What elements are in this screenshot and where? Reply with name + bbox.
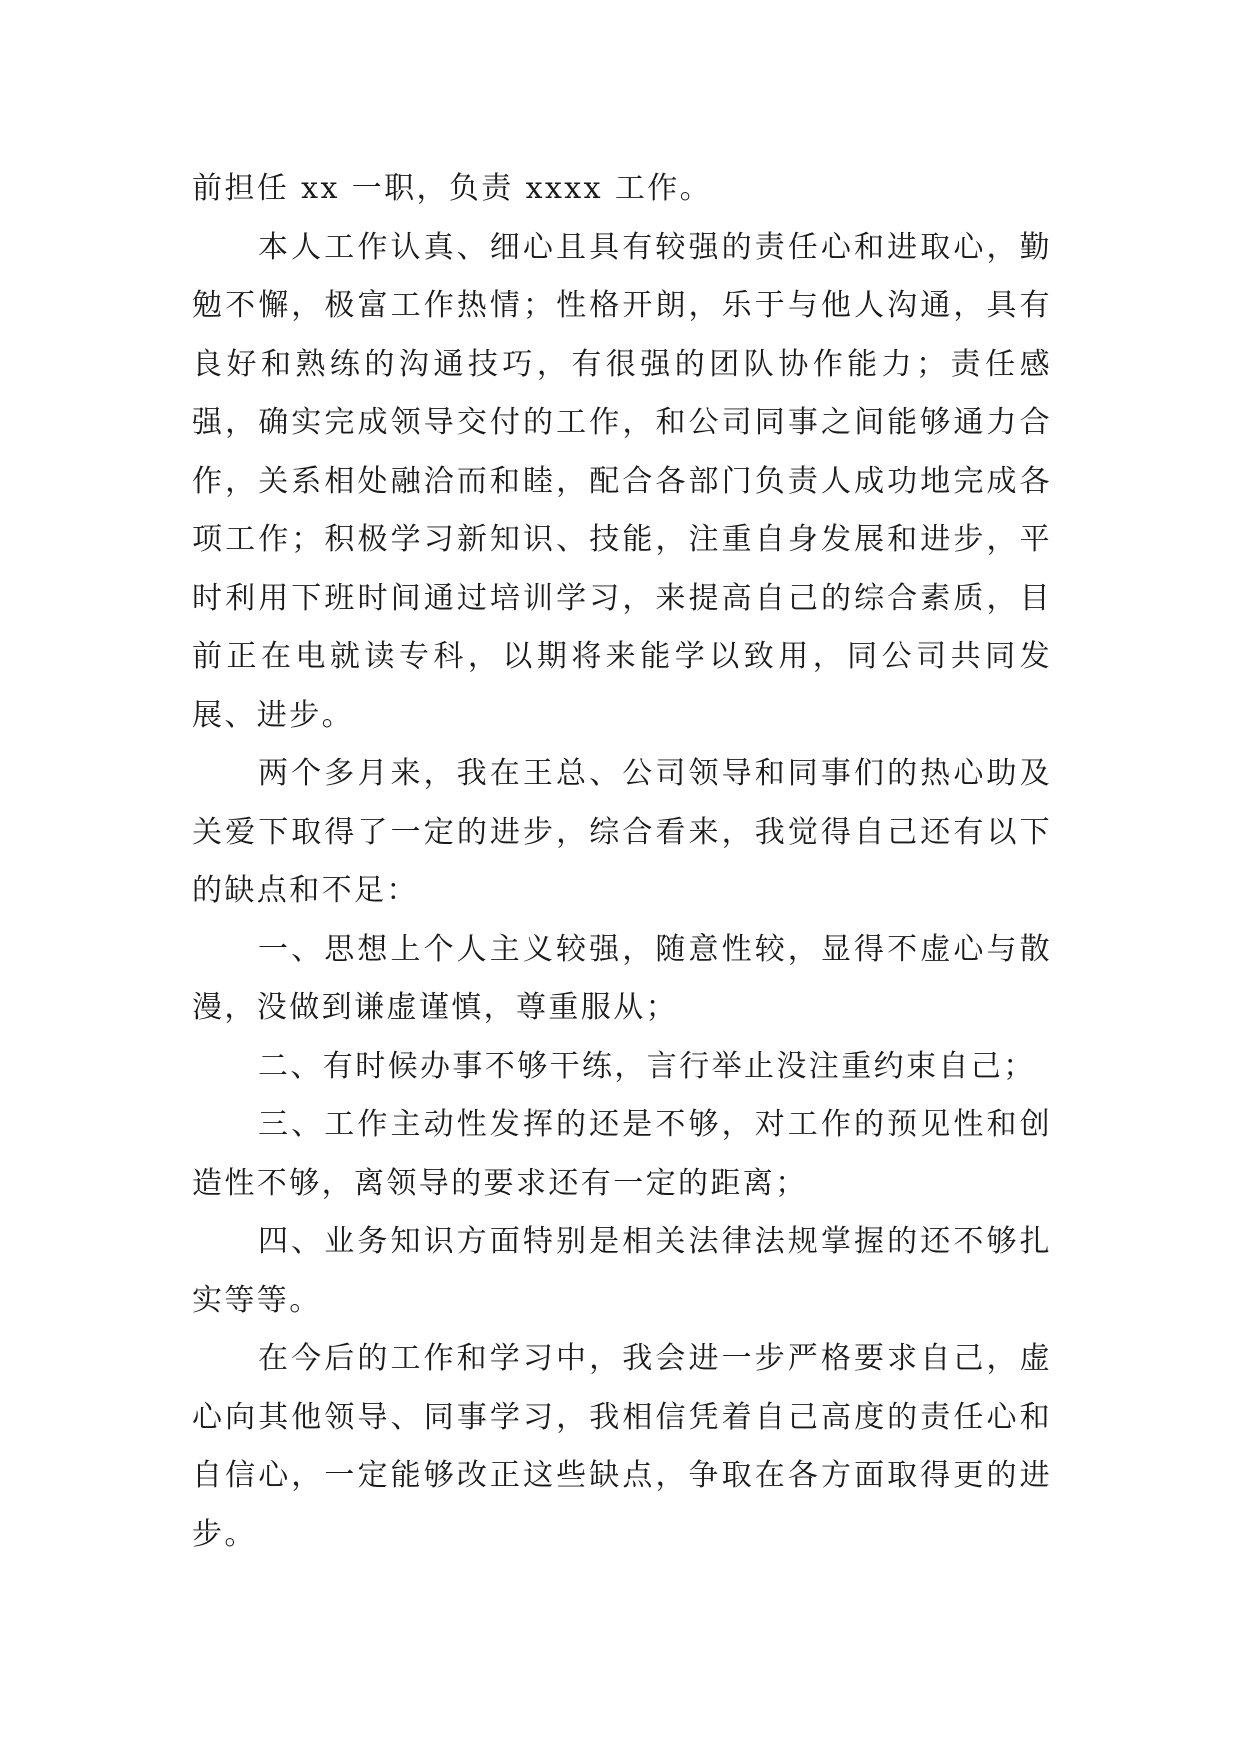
document-body bbox=[192, 160, 1052, 1564]
paragraph-8: 在今后的工作和学习中，我会进一步严格要求自己，虚心向其他领导、同事学习，我相信凭着自己高度的责任心和自信心，一定能够改正这些缺点，争取在各方面取得更的进步。 bbox=[192, 1341, 1052, 1552]
paragraph-6: 三、工作主动性发挥的还是不够，对工作的预见性和创造性不够，离领导的要求还有一定的距离； bbox=[192, 1107, 1052, 1201]
paragraph-4: 一、思想上个人主义较强，随意性较，显得不虚心与散漫，没做到谦虚谨慎，尊重服从； bbox=[192, 931, 1052, 1025]
paragraph-7: 四、业务知识方面特别是相关法律法规掌握的还不够扎实等等。 bbox=[192, 1224, 1052, 1318]
paragraph-5: 二、有时候办事不够干练，言行举止没注重约束自己； bbox=[258, 1048, 1036, 1084]
paragraph-1: 前担任 xx 一职，负责 xxxx 工作。 bbox=[192, 171, 713, 206]
paragraph-3: 两个多月来，我在王总、公司领导和同事们的热心助及关爱下取得了一定的进步，综合看来，我觉得自己还有以下的缺点和不足： bbox=[192, 756, 1052, 908]
paragraph-2: 本人工作认真、细心且具有较强的责任心和进取心，勤勉不懈，极富工作热情；性格开朗，乐于与他人沟通，具有良好和熟练的沟通技巧，有很强的团队协作能力；责任感强，确实完成领导交付的工作，和公司同事之间能够通力合作，关系相处融洽而和睦，配合各部门负责人成功地完成各项工作；积极学习新知识、技能，注重自身发展和进步，平时利用下班时间通过培训学习，来提高自己的综合素质，目前正在电就读专科，以期将来能学以致用，同公司共同发展、进步。 bbox=[192, 229, 1052, 733]
